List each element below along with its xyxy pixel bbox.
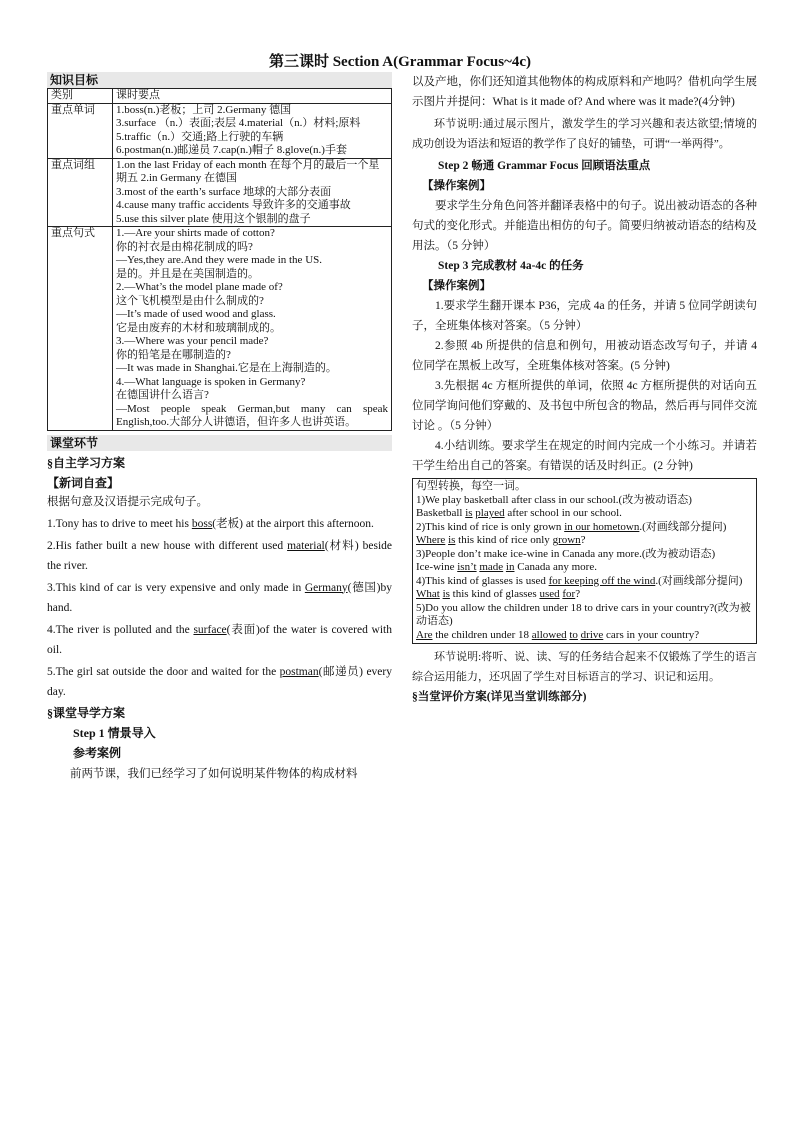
answer-blank: played bbox=[475, 507, 505, 519]
guide-heading: §课堂导学方案 bbox=[47, 705, 126, 720]
key-words-cell bbox=[113, 103, 392, 158]
q1-text-after: (老板) at the airport this afternoon. bbox=[212, 517, 374, 530]
answer-text: ? bbox=[575, 588, 581, 600]
list-item: 你的铅笔是在哪制造的? bbox=[116, 348, 231, 361]
step1-heading: Step 1 情景导入 bbox=[73, 725, 156, 740]
q2-text: 2.His father built a new house with different used bbox=[47, 539, 288, 552]
answer-blank: made bbox=[479, 561, 504, 573]
list-item: —Most people speak German,but many can speak English,too.大部分人讲德语，但许多人也讲英语。 bbox=[116, 402, 388, 428]
step3-item-2: 2.参照 4b 所提供的信息和例句，用被动语态改写句子，并请 4 位同学在黑板上改写，全班集体核对答案。(5 分钟) bbox=[412, 340, 757, 372]
list-item: 在德国讲什么语言? bbox=[116, 389, 209, 401]
table-row bbox=[48, 103, 392, 158]
step3-item-3: 3.先根据 4c 方框所提供的单词，依照 4c 方框所提供的对话向五位同学询问他们穿戴的、及书包中所包含的物品，然后再与同伴交流讨论 。（5 分钟） bbox=[412, 380, 757, 432]
answer-text: this kind of rice only bbox=[455, 534, 553, 546]
page-title: 第三课时 Section A(Grammar Focus~4c) bbox=[268, 54, 532, 70]
q3-answer: Germany bbox=[304, 581, 348, 594]
step3-item-1: 1.要求学生翻开课本 P36，完成 4a 的任务，并请 5 位同学朗读句子，全班集体核对答案。（5 分钟） bbox=[412, 300, 757, 332]
table-header-row bbox=[48, 89, 392, 104]
answer-blank: isn’t bbox=[457, 561, 477, 573]
step1-text: 前两节课，我们已经学习了如何说明某件物体的构成材料 bbox=[70, 767, 358, 780]
self-study-heading: §自主学习方案 bbox=[47, 455, 126, 470]
q4-text-after: (表面)of the water is covered with oil. bbox=[47, 623, 392, 656]
q5-text: 5.The girl sat outside the door and waited for the bbox=[47, 665, 280, 678]
list-item: 1.boss(n.)老板；上司 2.Germany 德国 bbox=[116, 103, 292, 116]
answer-blank: for bbox=[562, 588, 576, 600]
operation-case-heading: 【操作案例】 bbox=[422, 280, 491, 292]
answer-text: cars in your country? bbox=[603, 628, 700, 641]
answer-blank: allowed bbox=[531, 628, 567, 641]
answer-blank: grown bbox=[552, 534, 581, 546]
q3-text: 3.This kind of car is very expensive and only made in bbox=[47, 581, 305, 594]
answer-blank: drive bbox=[580, 628, 604, 641]
list-item: 5.use this silver plate 使用这个银制的盘子 bbox=[116, 212, 311, 225]
list-item: 你的衬衣是由棉花制成的吗? bbox=[116, 240, 253, 253]
answer-blank: to bbox=[569, 628, 578, 641]
evaluation-heading: §当堂评价方案(详见当堂训练部分) bbox=[412, 691, 587, 703]
step2-text: 要求学生分角色问答并翻译表格中的句子。说出被动语态的各种句式的变化形式。并能造出相仿的句子。简要归纳被动语态的结构及用法。（5 分钟） bbox=[412, 200, 757, 252]
q4-text: 4.The river is polluted and the bbox=[47, 623, 194, 636]
right-column bbox=[412, 72, 757, 707]
knowledge-goals-heading: 知识目标 bbox=[47, 72, 392, 88]
category-words: 重点单词 bbox=[48, 103, 113, 158]
exercise-text: .(对画线部分提问) bbox=[655, 574, 743, 587]
list-item: —It was made in Shanghai.它是在上海制造的。 bbox=[116, 362, 337, 374]
key-sentences-cell bbox=[113, 227, 392, 431]
instruction-text: 根据句意及汉语提示完成句子。 bbox=[47, 495, 208, 508]
q1-text: 1.Tony has to drive to meet his bbox=[47, 517, 192, 530]
q2-text-after: (材料) beside the river. bbox=[47, 539, 392, 572]
note-2: 环节说明:将听、说、读、写的任务结合起来不仅锻炼了学生的语言综合运用能力，还巩固了学生对目标语言的学习、识记和运用。 bbox=[412, 651, 757, 683]
answer-5 bbox=[416, 629, 753, 643]
question-1 bbox=[47, 514, 392, 534]
list-item: 这个飞机模型是由什么制成的? bbox=[116, 294, 264, 307]
key-phrases-cell bbox=[113, 158, 392, 227]
answer-blank: Where bbox=[416, 534, 446, 546]
category-sentences: 重点句式 bbox=[48, 227, 113, 431]
exercise-text: 4)This kind of glasses is used bbox=[416, 574, 549, 587]
answer-text: this kind of glasses bbox=[449, 588, 540, 600]
answer-blank: is bbox=[442, 588, 450, 600]
answer-text: Canada any more. bbox=[514, 561, 597, 573]
list-item: —It’s made of used wood and glass. bbox=[116, 308, 276, 320]
answer-text: Ice-wine bbox=[416, 561, 458, 573]
list-item: 2.—What’s the model plane made of? bbox=[116, 281, 283, 293]
q1-answer: boss bbox=[191, 517, 213, 530]
category-phrases: 重点词组 bbox=[48, 158, 113, 227]
step3-item-4: 4.小结训练。要求学生在规定的时间内完成一个小练习。并请若干学生给出自己的答案。有错误的话及时纠正。(2 分钟) bbox=[412, 440, 757, 472]
exercise-5: 5)Do you allow the children under 18 to drive cars in your country?(改为被动语态) bbox=[416, 601, 751, 627]
answer-blank: Are bbox=[416, 628, 433, 641]
q5-answer: postman bbox=[279, 665, 319, 678]
list-item: 是的。并且是在美国制造的。 bbox=[116, 267, 259, 280]
question-5 bbox=[47, 662, 392, 702]
q4-answer: surface bbox=[193, 623, 227, 636]
question-2 bbox=[47, 536, 392, 576]
answer-text: after school in our school. bbox=[504, 507, 622, 519]
list-item: 3.most of the earth’s surface 地球的大部分表面 bbox=[116, 185, 332, 198]
reference-case-heading: 参考案例 bbox=[73, 745, 122, 760]
answer-3 bbox=[416, 561, 753, 575]
answer-text: ? bbox=[580, 534, 586, 546]
q3-text-after: (德国)by hand. bbox=[47, 581, 392, 614]
list-item: 1.—Are your shirts made of cotton? bbox=[116, 227, 275, 239]
exercise-1: 1)We play basketball after class in our school.(改为被动语态) bbox=[416, 493, 692, 506]
note-1: 环节说明:通过展示图片，激发学生的学习兴趣和表达欲望;情境的成功创设为语法和短语的教学作了良好的铺垫，可谓“一举两得”。 bbox=[412, 118, 757, 150]
table-head-category: 类别 bbox=[48, 89, 113, 104]
list-item: 它是由废弃的木材和玻璃制成的。 bbox=[116, 321, 281, 334]
exercise-3: 3)People don’t make ice-wine in Canada any more.(改为被动语态) bbox=[416, 547, 716, 560]
list-item: 6.postman(n.)邮递员 7.cap(n.)帽子 8.glove(n.)手套 bbox=[116, 144, 347, 156]
exercise-text: 2)This kind of rice is only grown bbox=[416, 520, 565, 533]
answer-blank: What bbox=[416, 588, 440, 600]
list-item: 3.—Where was your pencil made? bbox=[116, 335, 269, 347]
underlined-part: in our hometown bbox=[564, 520, 640, 533]
key-points-table bbox=[47, 88, 392, 431]
list-item: —Yes,they are.And they were made in the US. bbox=[116, 254, 323, 266]
underlined-part: for keeping off the wind bbox=[548, 574, 656, 587]
answer-blank: in bbox=[505, 561, 515, 573]
answer-1 bbox=[416, 507, 753, 521]
class-steps-heading: 课堂环节 bbox=[47, 435, 392, 451]
question-3 bbox=[47, 578, 392, 618]
new-words-heading: 【新词自查】 bbox=[47, 475, 120, 490]
answer-4 bbox=[416, 588, 753, 602]
q2-answer: material bbox=[287, 539, 325, 552]
list-item: 1.on the last Friday of each month 在每个月的最后一个星期五 2.in Germany 在德国 bbox=[116, 158, 380, 184]
exercise-box bbox=[412, 478, 757, 644]
list-item: 5.traffic（n.）交通;路上行驶的车辆 bbox=[116, 130, 284, 143]
question-4 bbox=[47, 620, 392, 660]
table-row bbox=[48, 158, 392, 227]
list-item: 4.—What language is spoken in Germany? bbox=[116, 375, 306, 388]
step3-heading: Step 3 完成教材 4a-4c 的任务 bbox=[438, 260, 584, 272]
operation-case-heading: 【操作案例】 bbox=[422, 180, 491, 192]
answer-2 bbox=[416, 534, 753, 548]
list-item: 4.cause many traffic accidents 导致许多的交通事故 bbox=[116, 199, 351, 211]
table-row bbox=[48, 227, 392, 431]
q5-text-after: (邮递员) every day. bbox=[47, 665, 392, 698]
answer-blank: used bbox=[539, 588, 560, 600]
answer-blank: is bbox=[448, 534, 456, 546]
exercise-4 bbox=[416, 575, 753, 589]
answer-text: Basketball bbox=[416, 507, 466, 519]
step2-heading: Step 2 畅通 Grammar Focus 回顾语法重点 bbox=[438, 160, 651, 172]
step1-continued-text: 以及产地，你们还知道其他物体的构成原料和产地吗？借机向学生展示图片并提问：What is it made of? And where was it made?(4分钟) bbox=[412, 76, 757, 108]
exercise-text: .(对画线部分提问) bbox=[639, 520, 727, 533]
exercise-2 bbox=[416, 521, 753, 535]
exercise-heading: 句型转换，每空一词。 bbox=[416, 480, 526, 492]
list-item: 3.surface （n.）表面;表层 4.material（n.）材料;原料 bbox=[116, 117, 361, 129]
answer-blank: is bbox=[465, 507, 473, 519]
table-head-points: 课时要点 bbox=[113, 89, 392, 104]
left-column bbox=[47, 72, 392, 784]
answer-text: the children under 18 bbox=[432, 628, 532, 641]
